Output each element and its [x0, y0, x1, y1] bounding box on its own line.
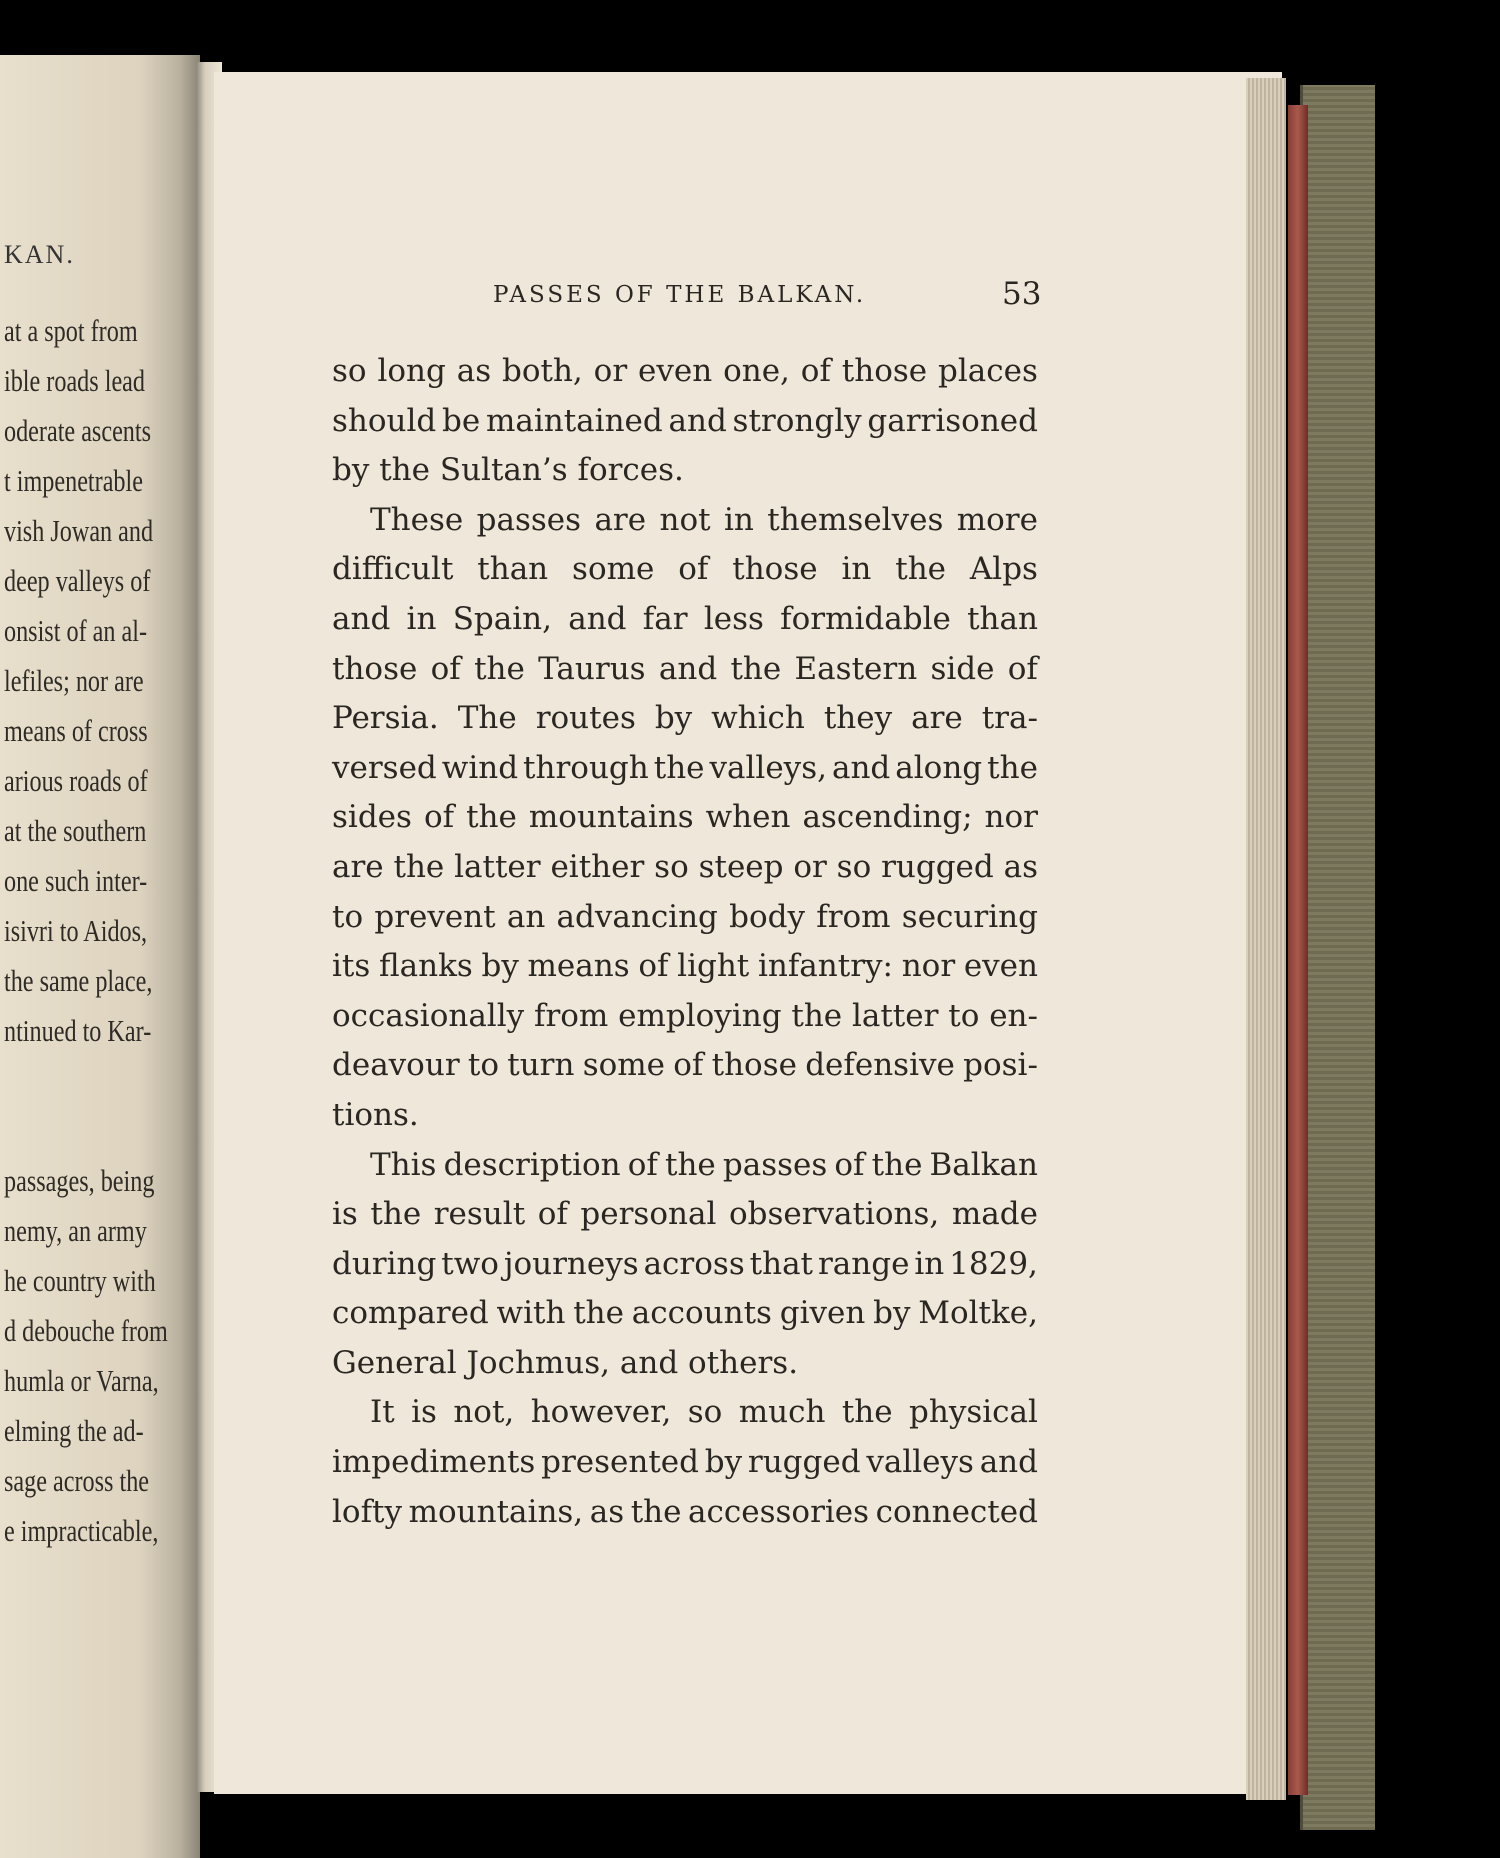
left-page-line: sage across the — [4, 1463, 150, 1498]
left-page-line: onsist of an al- — [4, 613, 148, 648]
text-line: Persia. The routes by which they are tra- — [332, 700, 1038, 737]
text-line: These passes are not in themselves more — [370, 501, 1038, 538]
left-page-line: humla or Varna, — [4, 1363, 159, 1398]
text-line: are the latter either so steep or so rugged as — [332, 848, 1038, 885]
text-line: by the Sultan’s forces. — [332, 452, 684, 489]
text-line: to prevent an advancing body from securing — [332, 898, 1038, 935]
text-line: compared with the accounts given by Moltke, — [332, 1295, 1038, 1332]
left-page-line: deep valleys of — [4, 563, 151, 598]
page-body-text — [332, 347, 1038, 1537]
left-page-line: arious roads of — [4, 763, 148, 798]
running-head: PASSES OF THE BALKAN. — [493, 282, 867, 308]
text-line: deavour to turn some of those defensive posi- — [332, 1047, 1038, 1084]
page-edges — [1246, 78, 1286, 1800]
left-page-line: at a spot from — [4, 313, 138, 348]
text-line: should be maintained and strongly garrisoned — [332, 402, 1038, 439]
text-line: sides of the mountains when ascending; nor — [332, 799, 1038, 836]
left-page-line: means of cross — [4, 713, 148, 748]
left-page-line: e impracticable, — [4, 1513, 159, 1548]
text-line: so long as both, or even one, of those places — [332, 353, 1038, 389]
text-line: tions. — [332, 1096, 419, 1133]
text-line: This description of the passes of the Balkan — [370, 1146, 1038, 1183]
text-line: General Jochmus, and others. — [332, 1344, 799, 1381]
left-page — [0, 55, 200, 1858]
text-line: impediments presented by rugged valleys and — [332, 1444, 1038, 1481]
text-line: versed wind through the valleys, and along the — [332, 749, 1038, 786]
left-page-line: t impenetrable — [4, 463, 143, 498]
left-page-line: elming the ad- — [4, 1413, 144, 1448]
left-page-line: one such inter- — [4, 863, 148, 898]
text-line: during two journeys across that range in 1829, — [332, 1245, 1038, 1282]
text-line: It is not, however, so much the physical — [370, 1394, 1038, 1431]
left-page-line: ntinued to Kar- — [4, 1013, 152, 1048]
left-page-line: the same place, — [4, 963, 153, 998]
left-page-line: lefiles; nor are — [4, 663, 144, 698]
left-page-line: oderate ascents — [4, 413, 152, 448]
text-line: those of the Taurus and the Eastern side of — [332, 650, 1038, 687]
left-page-line: vish Jowan and — [4, 513, 154, 548]
book-red-edge — [1288, 105, 1308, 1795]
left-page-line: nemy, an army — [4, 1213, 147, 1248]
page-number: 53 — [1002, 276, 1042, 312]
left-page-header: KAN. — [4, 240, 75, 269]
book-cover-edge — [1300, 85, 1375, 1830]
left-page-line: passages, being — [4, 1163, 155, 1198]
text-line: and in Spain, and far less formidable than — [332, 600, 1038, 637]
left-page-line: he country with — [4, 1263, 156, 1298]
text-line: lofty mountains, as the accessories connected — [332, 1493, 1038, 1530]
text-line: its flanks by means of light infantry: nor even — [332, 948, 1038, 985]
text-line: occasionally from employing the latter to en- — [332, 997, 1038, 1034]
text-line: is the result of personal observations, made — [332, 1196, 1038, 1233]
left-page-line: at the southern — [4, 813, 147, 848]
text-line: difficult than some of those in the Alps — [332, 551, 1038, 588]
left-page-line: isivri to Aidos, — [4, 913, 148, 948]
left-page-line: d debouche from — [4, 1313, 168, 1348]
left-page-line: ible roads lead — [4, 363, 145, 398]
